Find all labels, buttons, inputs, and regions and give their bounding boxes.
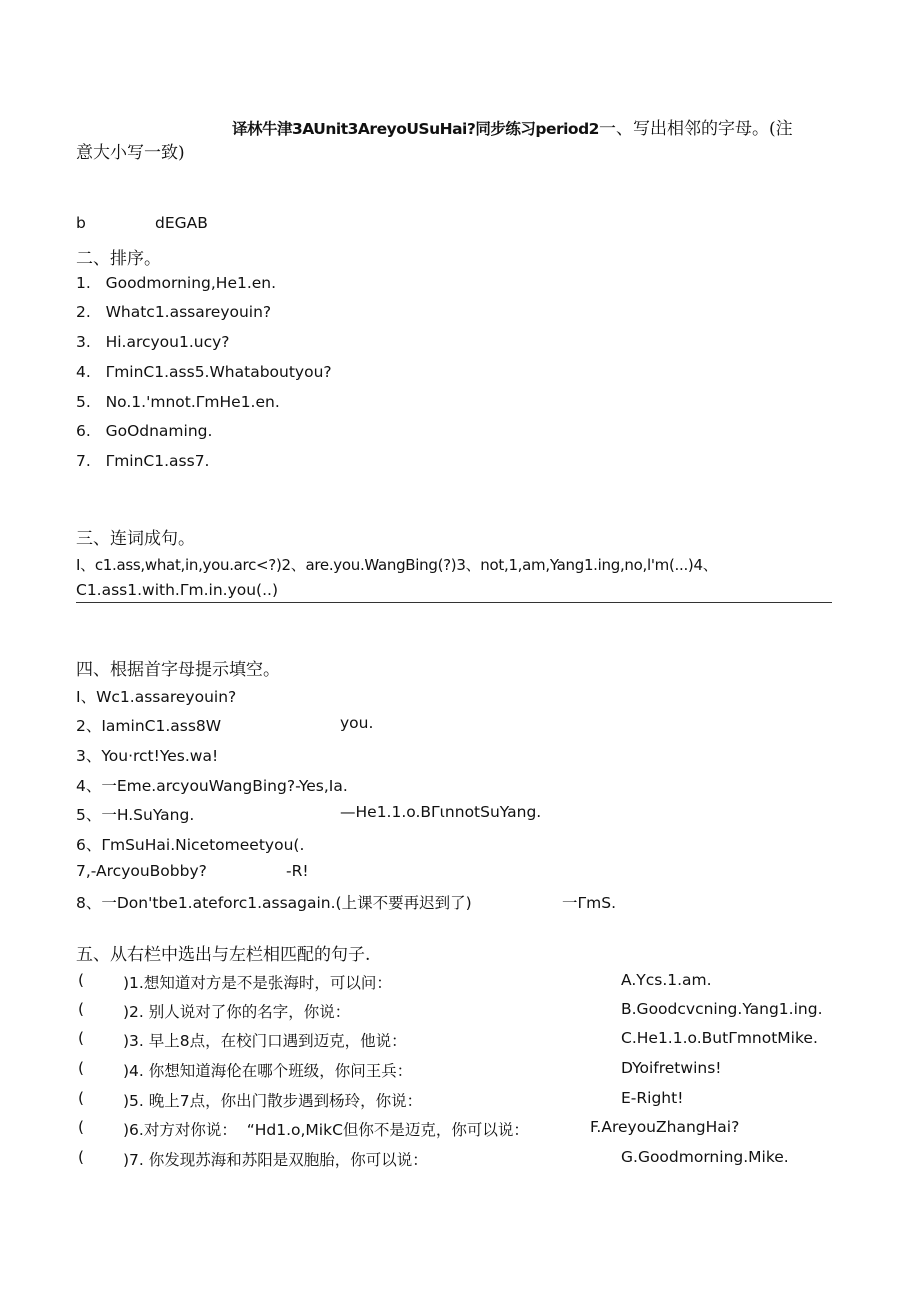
match-right: C.He1.1.o.ButΓmnotMike. — [621, 1029, 818, 1047]
match-left: )7. 你发现苏海和苏阳是双胞胎，你可以说： — [123, 1151, 428, 1169]
section5-heading: 五、从右栏中选出与左栏相匹配的句子. — [76, 945, 371, 965]
section3-line1: I、c1.ass,what,in,you.arc<?)2、are.you.WangBing(?)3、not,1,am,Yang1.ing,no,l'm(...)4、 — [76, 556, 718, 574]
section4-item: 8、一Don'tbe1.ateforc1.assagain.(上课不要再迟到了) — [76, 894, 472, 912]
section4-item: 6、ΓmSuHai.Nicetomeetyou(. — [76, 836, 305, 854]
title-line2: 意大小写一致) — [76, 143, 185, 163]
match-paren: ( — [78, 1089, 85, 1107]
section4-item-right: -R! — [286, 862, 309, 880]
match-paren: ( — [78, 971, 85, 989]
section2-item: 6. GoOdnaming. — [76, 422, 213, 440]
match-paren: ( — [78, 1029, 85, 1047]
section4-item: 7,-ArcyouBobby? — [76, 862, 207, 880]
section4-item: 4、一Eme.arcyouWangBing?-Yes,Ia. — [76, 777, 348, 795]
title-section1-heading: 一、写出相邻的字母。(注 — [598, 119, 793, 139]
section4-item: 5、一H.SuYang. — [76, 806, 195, 824]
section2-item: 1. Goodmorning,He1.en. — [76, 274, 277, 292]
section4-item-right: 一ΓmS. — [562, 894, 617, 912]
match-right: G.Goodmorning.Mike. — [621, 1148, 789, 1166]
section4-item: 2、IaminC1.ass8W — [76, 717, 222, 735]
match-paren: ( — [78, 1118, 85, 1136]
section4-heading: 四、根据首字母提示填空。 — [76, 660, 280, 680]
match-left: )2. 别人说对了你的名字，你说： — [123, 1003, 351, 1021]
section2-item: 4. ΓminC1.ass5.Whataboutyou? — [76, 363, 332, 381]
match-left: )5. 晚上7点，你出门散步遇到杨玲，你说： — [123, 1092, 423, 1110]
section2-heading: 二、排序。 — [76, 249, 161, 269]
match-right: F.AreyouZhangHai? — [590, 1118, 740, 1136]
match-paren: ( — [78, 1148, 85, 1166]
section3-heading: 三、连词成句。 — [76, 529, 195, 549]
match-left: )6.对方对你说： “Hd1.o,MikC但你不是迈克，你可以说： — [123, 1121, 529, 1139]
title-bold: 译林牛津3AUnit3AreyoUSuHai?同步练习period2 — [232, 120, 599, 138]
match-left: )4. 你想知道海伦在哪个班级，你问王兵： — [123, 1062, 413, 1080]
section3-line2: C1.ass1.with.Γm.in.you(..) — [76, 581, 279, 599]
section4-item-right: —He1.1.o.BΓιnnotSuYang. — [340, 803, 542, 821]
match-paren: ( — [78, 1000, 85, 1018]
document-title — [232, 114, 793, 139]
match-left: )1.想知道对方是不是张海时，可以问： — [123, 974, 392, 992]
match-right: DYoifretwins! — [621, 1059, 722, 1077]
section2-item: 2. Whatc1.assareyouin? — [76, 303, 272, 321]
section2-item: 3. Hi.arcyou1.ucy? — [76, 333, 230, 351]
section2-item: 7. ΓminC1.ass7. — [76, 452, 210, 470]
match-right: E-Right! — [621, 1089, 684, 1107]
letters-b: dEGAB — [155, 214, 208, 232]
section4-item-right: you. — [340, 714, 374, 732]
letters-a: b — [76, 214, 86, 232]
match-paren: ( — [78, 1059, 85, 1077]
match-left: )3. 早上8点，在校门口遇到迈克，他说： — [123, 1032, 407, 1050]
section4-item: I、Wc1.assareyouin? — [76, 688, 237, 706]
match-right: A.Ycs.1.am. — [621, 971, 712, 989]
section4-item: 3、You·rct!Yes.wa! — [76, 747, 219, 765]
section3-answer-line — [76, 602, 832, 603]
match-right: B.Goodcvcning.Yang1.ing. — [621, 1000, 823, 1018]
section2-item: 5. No.1.'mnot.ΓmHe1.en. — [76, 393, 280, 411]
